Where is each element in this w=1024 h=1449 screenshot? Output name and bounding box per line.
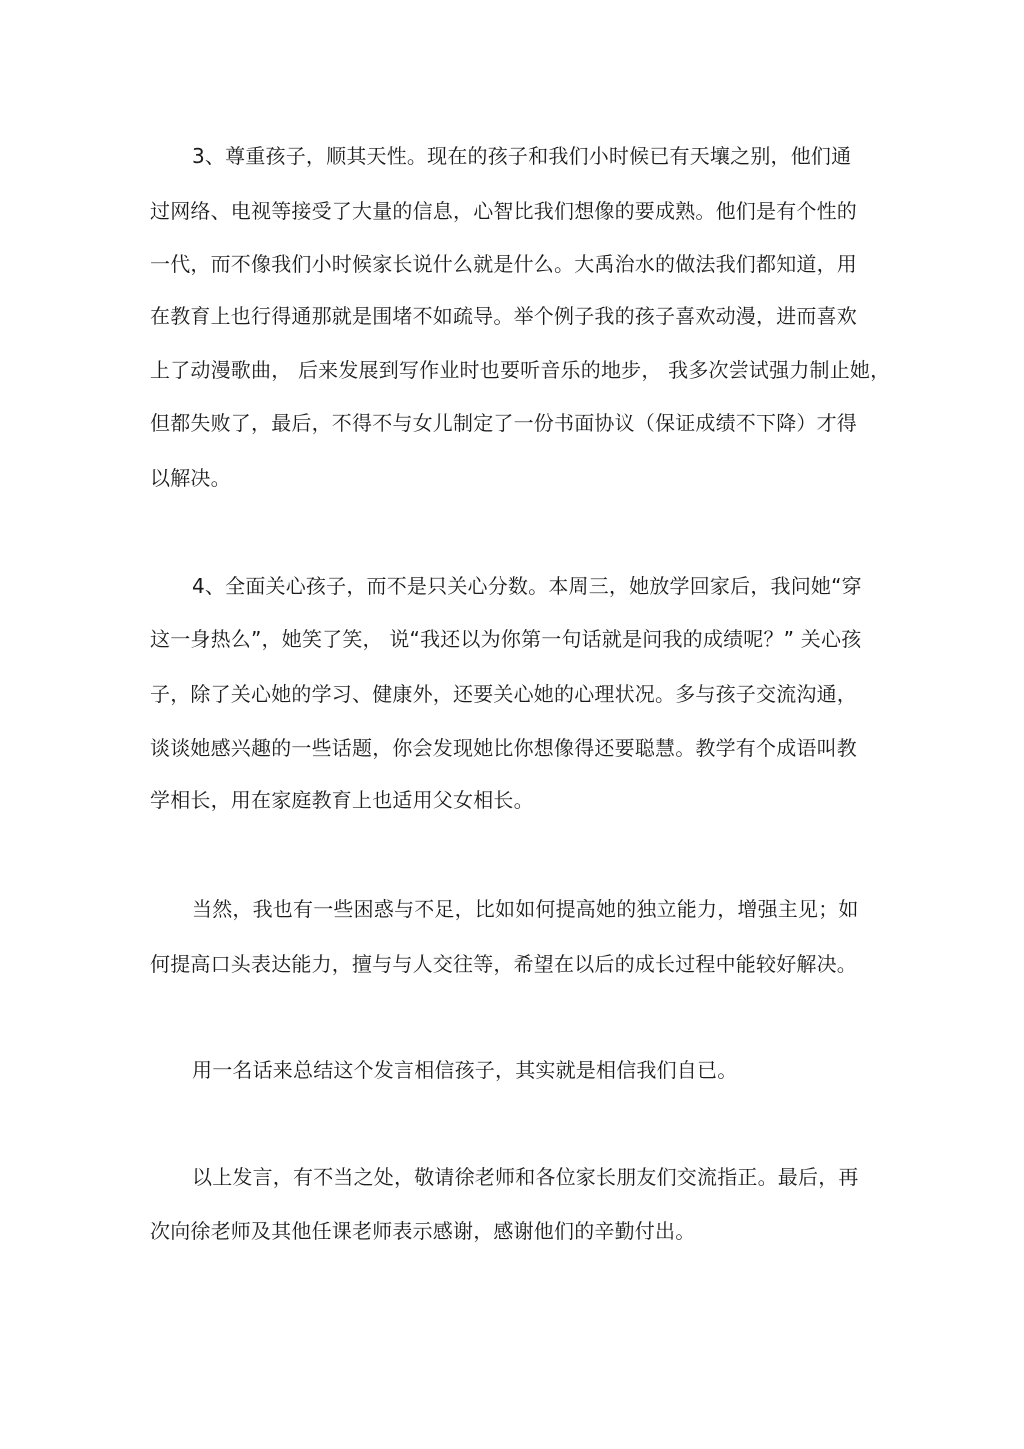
- paragraph-1-line-2: 过网络、电视等接受了大量的信息，心智比我们想像的要成熟。他们是有个性的: [150, 199, 857, 223]
- paragraph-1-line-6: 但都失败了，最后，不得不与女儿制定了一份书面协议（保证成绩不下降）才得: [150, 411, 857, 435]
- paragraph-1-line-3: 一代，而不像我们小时候家长说什么就是什么。大禹治水的做法我们都知道，用: [150, 252, 857, 276]
- paragraph-1-line-1: 3、尊重孩子，顺其天性。现在的孩子和我们小时候已有天壤之别，他们通: [192, 144, 852, 168]
- paragraph-3-line-2: 何提高口头表达能力，擅与与人交往等，希望在以后的成长过程中能较好解决。: [150, 952, 857, 976]
- paragraph-3-line-1: 当然，我也有一些困惑与不足，比如如何提高她的独立能力，增强主见；如: [192, 897, 859, 921]
- paragraph-2-line-5: 学相长，用在家庭教育上也适用父女相长。: [150, 788, 534, 812]
- paragraph-2-line-3: 子，除了关心她的学习、健康外，还要关心她的心理状况。多与孩子交流沟通，: [150, 682, 857, 706]
- paragraph-1-line-5: 上了动漫歌曲， 后来发展到写作业时也要听音乐的地步， 我多次尝试强力制止她，: [150, 358, 891, 382]
- paragraph-2-line-4: 谈谈她感兴趣的一些话题，你会发现她比你想像得还要聪慧。教学有个成语叫教: [150, 736, 857, 760]
- paragraph-5-line-1: 以上发言，有不当之处，敬请徐老师和各位家长朋友们交流指正。最后，再: [192, 1165, 859, 1189]
- paragraph-1-line-4: 在教育上也行得通那就是围堵不如疏导。举个例子我的孩子喜欢动漫，进而喜欢: [150, 304, 857, 328]
- paragraph-2-line-2: 这一身热么”，她笑了笑， 说“我还以为你第一句话就是问我的成绩呢？” 关心孩: [150, 627, 862, 651]
- paragraph-4-line-1: 用一名话来总结这个发言相信孩子，其实就是相信我们自已。: [192, 1058, 738, 1082]
- paragraph-2-line-1: 4、全面关心孩子，而不是只关心分数。本周三，她放学回家后，我问她“穿: [192, 574, 862, 598]
- paragraph-1-line-7: 以解决。: [150, 466, 231, 490]
- paragraph-5-line-2: 次向徐老师及其他任课老师表示感谢，感谢他们的辛勤付出。: [150, 1219, 696, 1243]
